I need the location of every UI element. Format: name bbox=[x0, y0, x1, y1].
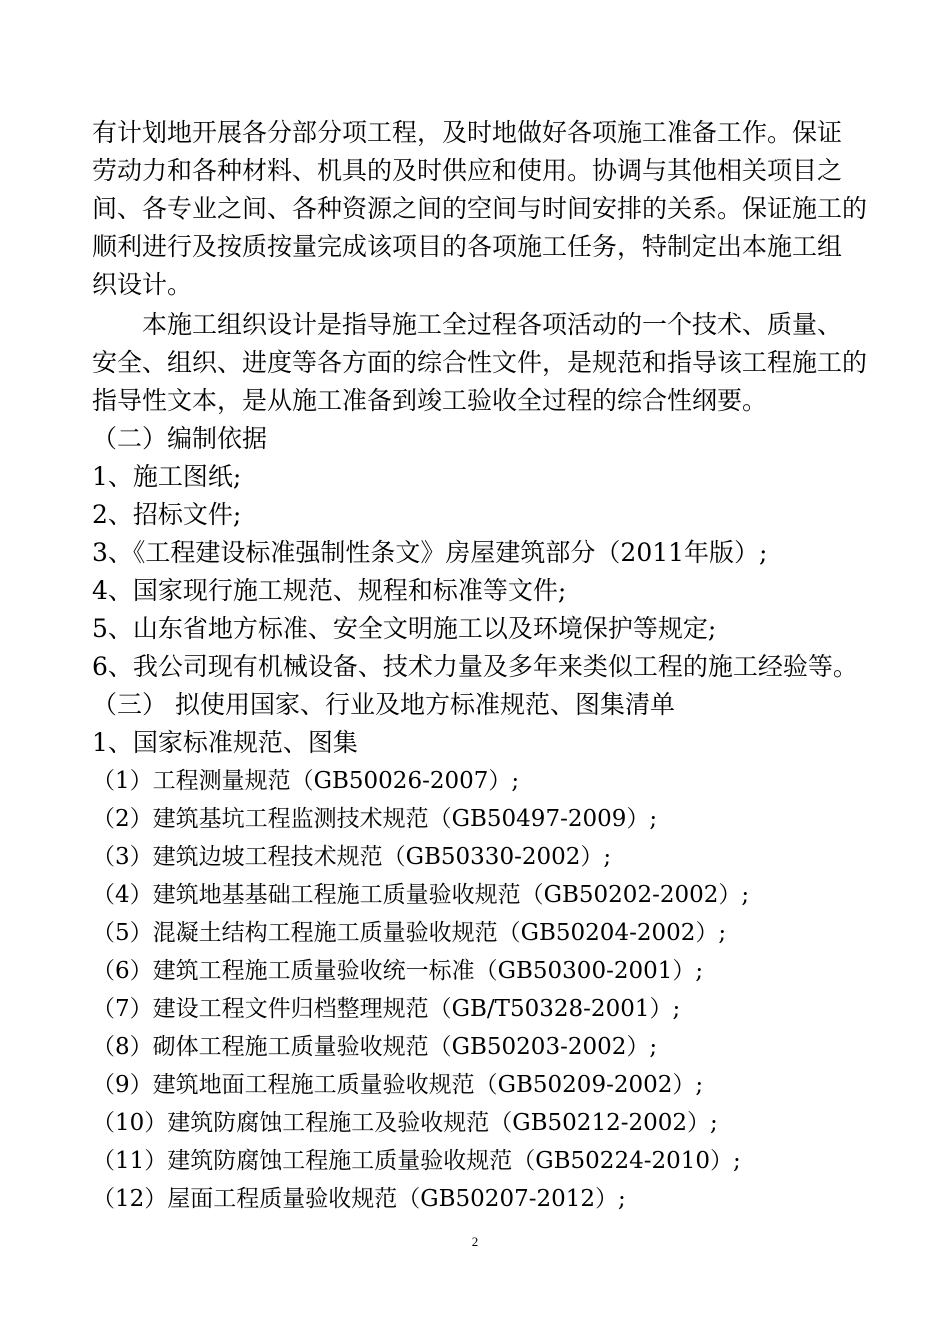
standard-item: （11）建筑防腐蚀工程施工质量验收规范（GB50224-2010）; bbox=[92, 1148, 741, 1174]
basis-item: 6、我公司现有机械设备、技术力量及多年来类似工程的施工经验等。 bbox=[92, 652, 858, 681]
intro-line: 劳动力和各种材料、机具的及时供应和使用。协调与其他相关项目之 bbox=[92, 156, 843, 185]
basis-item: 2、招标文件; bbox=[92, 500, 242, 529]
standard-item: （10）建筑防腐蚀工程施工及验收规范（GB50212-2002）; bbox=[92, 1110, 718, 1136]
standard-item: （12）屋面工程质量验收规范（GB50207-2012）; bbox=[92, 1186, 626, 1212]
standard-item: （6）建筑工程施工质量验收统一标准（GB50300-2001）; bbox=[92, 958, 704, 984]
intro-line: 有计划地开展各分部分项工程，及时地做好各项施工准备工作。保证 bbox=[92, 118, 843, 147]
standard-item: （3）建筑边坡工程技术规范（GB50330-2002）; bbox=[92, 844, 612, 870]
intro-line: 间、各专业之间、各种资源之间的空间与时间安排的关系。保证施工的 bbox=[92, 194, 868, 223]
section-subheading: 1、国家标准规范、图集 bbox=[92, 728, 358, 757]
intro-line: 织设计。 bbox=[92, 270, 193, 299]
standard-item: （1）工程测量规范（GB50026-2007）; bbox=[92, 768, 520, 794]
standard-item: （5）混凝土结构工程施工质量验收规范（GB50204-2002）; bbox=[92, 920, 727, 946]
purpose-line: 安全、组织、进度等各方面的综合性文件，是规范和指导该工程施工的 bbox=[92, 348, 868, 377]
section-heading: （二）编制依据 bbox=[92, 424, 268, 453]
purpose-line: 本施工组织设计是指导施工全过程各项活动的一个技术、质量、 bbox=[142, 310, 843, 339]
standard-item: （9）建筑地面工程施工质量验收规范（GB50209-2002）; bbox=[92, 1072, 704, 1098]
standard-item: （4）建筑地基基础工程施工质量验收规范（GB50202-2002）; bbox=[92, 882, 750, 908]
standard-item: （7）建设工程文件归档整理规范（GB/T50328-2001）; bbox=[92, 996, 681, 1022]
purpose-line: 指导性文本，是从施工准备到竣工验收全过程的综合性纲要。 bbox=[92, 386, 768, 415]
basis-item: 3、《工程建设标准强制性条文》房屋建筑部分（2011年版）; bbox=[92, 538, 768, 567]
intro-line: 顺利进行及按质按量完成该项目的各项施工任务，特制定出本施工组 bbox=[92, 232, 843, 261]
standard-item: （2）建筑基坑工程监测技术规范（GB50497-2009）; bbox=[92, 806, 658, 832]
section-heading: （三） 拟使用国家、行业及地方标准规范、图集清单 bbox=[92, 690, 675, 719]
basis-item: 4、国家现行施工规范、规程和标准等文件; bbox=[92, 576, 567, 605]
page-number: 2 bbox=[471, 1234, 479, 1249]
basis-item: 1、施工图纸; bbox=[92, 462, 242, 491]
standard-item: （8）砌体工程施工质量验收规范（GB50203-2002）; bbox=[92, 1034, 658, 1060]
basis-item: 5、山东省地方标准、安全文明施工以及环境保护等规定; bbox=[92, 614, 717, 643]
